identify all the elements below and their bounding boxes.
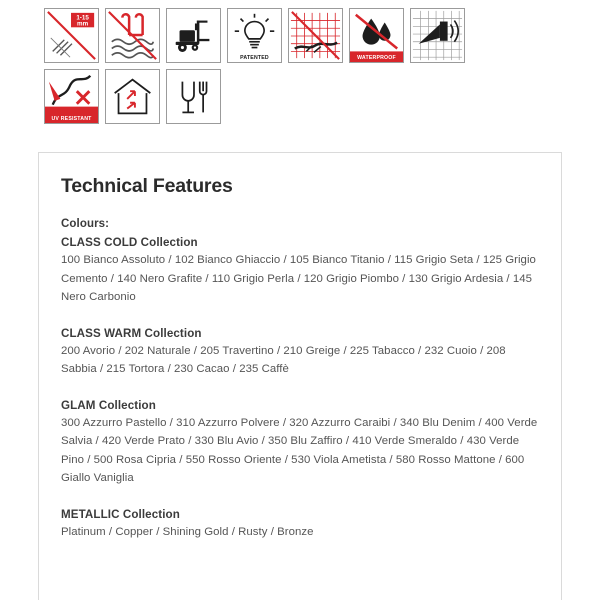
indoor-outdoor-house-icon (105, 69, 160, 124)
uv-resistant-icon (44, 69, 99, 124)
collection-values: 100 Bianco Assoluto / 102 Bianco Ghiaccio / 105 Bianco Titanio / 115 Grigio Seta / 125 Grigio Cemento / 140 Nero Grafite / 110 Grigio Perla / 120 Grigio Piombo / 130 Grigio Ardesia / 145 Nero Carbonio (61, 254, 536, 303)
collection-class-cold (61, 236, 539, 307)
feature-icon-strip (0, 0, 600, 124)
icon-caption: UV RESISTANT (51, 116, 92, 122)
thickness-1-15mm-icon (44, 8, 99, 63)
collection-name: CLASS WARM Collection (61, 326, 202, 340)
collection-values: Platinum / Copper / Shining Gold / Rusty / Bronze (61, 525, 314, 538)
icon-caption: PATENTED (240, 55, 269, 61)
page-title: Technical Features (61, 175, 233, 197)
collection-name: METALLIC Collection (61, 507, 180, 521)
icon-caption: WATERPROOF (357, 55, 396, 61)
svg-text:mm: mm (77, 20, 89, 28)
technical-features-panel (38, 152, 562, 600)
collection-class-warm (61, 327, 539, 379)
collection-metallic (61, 508, 539, 542)
collection-name: CLASS COLD Collection (61, 236, 198, 249)
colours-label: Colours: (61, 218, 110, 230)
icon-row-2 (44, 69, 600, 124)
breathable-icon (410, 8, 465, 63)
icon-row-1 (44, 8, 600, 63)
forklift-icon (166, 8, 221, 63)
collection-glam (61, 399, 539, 488)
food-safe-glass-fork-icon (166, 69, 221, 124)
no-crack-mesh-icon (288, 8, 343, 63)
svg-text:1-15: 1-15 (76, 14, 89, 22)
waterproof-icon (349, 8, 404, 63)
collection-values: 300 Azzurro Pastello / 310 Azzurro Polvere / 320 Azzurro Caraibi / 340 Blu Denim / 400 Verde Salvia / 420 Verde Prato / 330 Blu Avio / 350 Blu Zaffiro / 410 Verde Smeraldo / 430 Verde Pino / 500 Rosa Cipria / 550 Rosso Oriente / 530 Viola Ametista / 580 Rosso Mattone / 600 Giallo Vaniglia (61, 416, 538, 484)
collection-name: GLAM Collection (61, 398, 156, 412)
patented-lightbulb-icon (227, 8, 282, 63)
collection-values: 200 Avorio / 202 Naturale / 205 Travertino / 210 Greige / 225 Tabacco / 232 Cuoio / 208 Sabbia / 215 Tortora / 230 Cacao / 235 Caffè (61, 344, 506, 375)
no-water-waves-icon (105, 8, 160, 63)
